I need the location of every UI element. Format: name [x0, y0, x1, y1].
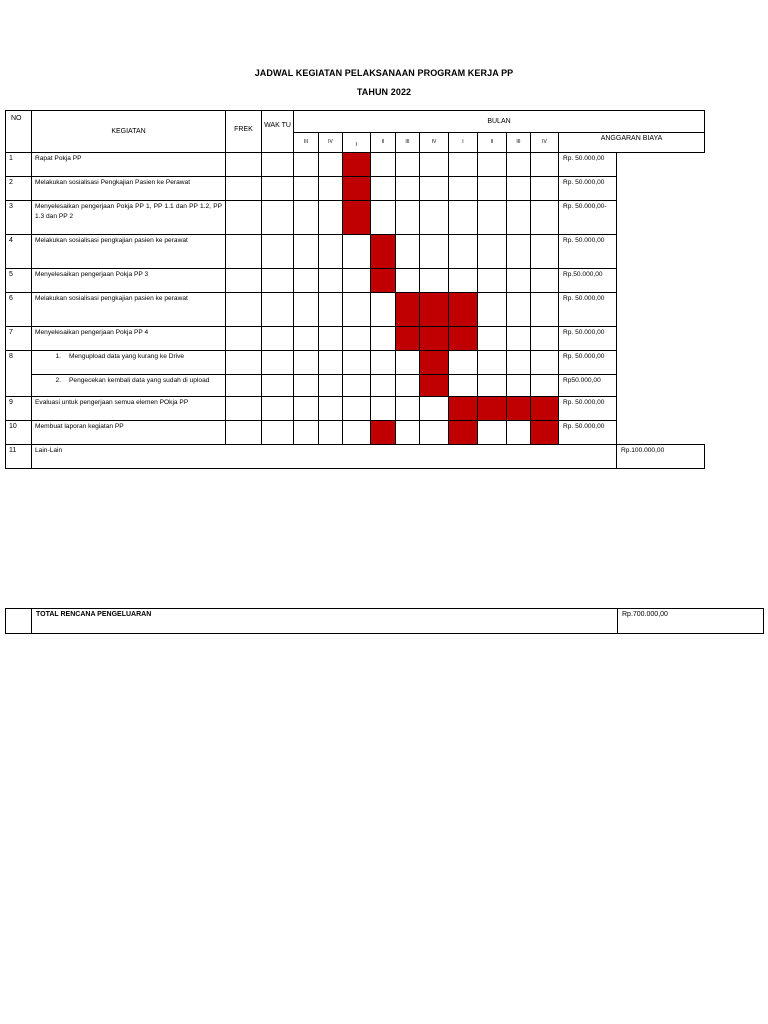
gantt-empty-cell — [371, 153, 396, 177]
gantt-empty-cell — [319, 177, 343, 201]
gantt-empty-cell — [343, 421, 371, 445]
gantt-empty-cell — [420, 177, 449, 201]
gantt-empty-cell — [449, 269, 478, 293]
gantt-empty-cell — [449, 351, 478, 375]
week-header: IV — [420, 133, 449, 153]
waktu-cell — [262, 235, 294, 269]
gantt-empty-cell — [343, 351, 371, 375]
gantt-empty-cell — [371, 177, 396, 201]
gantt-bar-cell — [449, 293, 478, 327]
gantt-empty-cell — [294, 327, 319, 351]
gantt-empty-cell — [531, 235, 559, 269]
gantt-empty-cell — [478, 351, 507, 375]
waktu-cell — [262, 269, 294, 293]
gantt-empty-cell — [343, 375, 371, 397]
row-number: 6 — [6, 293, 32, 327]
gantt-bar-cell — [420, 327, 449, 351]
budget-cell: Rp. 50.000,00 — [559, 177, 617, 201]
table-row — [6, 445, 705, 469]
gantt-empty-cell — [531, 153, 559, 177]
gantt-empty-cell — [478, 235, 507, 269]
header-frek: FREK — [226, 111, 262, 153]
gantt-empty-cell — [507, 153, 531, 177]
table-row — [6, 269, 705, 293]
waktu-cell — [262, 153, 294, 177]
budget-cell: Rp. 50.000,00 — [559, 153, 617, 177]
activity-cell: Menyelesaikan pengerjaan Pokja PP 3 — [32, 269, 226, 293]
sub-item-number: 2. — [55, 377, 61, 384]
budget-cell: Rp. 50.000,00 — [559, 235, 617, 269]
gantt-empty-cell — [531, 177, 559, 201]
total-no-cell — [6, 609, 32, 634]
total-label: TOTAL RENCANA PENGELUARAN — [32, 609, 618, 634]
gantt-empty-cell — [319, 153, 343, 177]
gantt-empty-cell — [420, 201, 449, 235]
gantt-empty-cell — [371, 375, 396, 397]
activity-cell: Melakukan sosialisasi pengkajian pasien ke perawat — [32, 293, 226, 327]
table-row — [6, 421, 705, 445]
gantt-empty-cell — [478, 177, 507, 201]
waktu-cell — [262, 351, 294, 375]
week-header: IV — [319, 133, 343, 153]
row-number: 3 — [6, 201, 32, 235]
week-header: II — [371, 133, 396, 153]
week-header: I — [343, 133, 371, 153]
activity-cell: Menyelesaikan pengerjaan Pokja PP 4 — [32, 327, 226, 351]
gantt-empty-cell — [531, 201, 559, 235]
gantt-empty-cell — [420, 397, 449, 421]
row-number: 1 — [6, 153, 32, 177]
header-anggaran: ANGGARAN BIAYA — [559, 133, 705, 153]
activity-cell: Menyelesaikan pengerjaan Pokja PP 1, PP 1.1 dan PP 1.2, PP 1.3 dan PP 2 — [32, 201, 226, 235]
table-row — [6, 153, 705, 177]
gantt-bar-cell — [396, 327, 420, 351]
frek-cell — [226, 269, 262, 293]
gantt-empty-cell — [531, 375, 559, 397]
blank-cell — [617, 269, 705, 293]
gantt-empty-cell — [396, 235, 420, 269]
blank-cell — [617, 421, 705, 445]
gantt-empty-cell — [371, 201, 396, 235]
gantt-bar-cell — [531, 397, 559, 421]
gantt-empty-cell — [420, 235, 449, 269]
gantt-empty-cell — [531, 269, 559, 293]
row-number: 4 — [6, 235, 32, 269]
gantt-bar-cell — [396, 293, 420, 327]
activity-text: Mengupload data yang kurang ke Drive — [69, 353, 185, 360]
gantt-empty-cell — [531, 293, 559, 327]
gantt-empty-cell — [507, 293, 531, 327]
gantt-bar-cell — [343, 153, 371, 177]
gantt-empty-cell — [507, 351, 531, 375]
waktu-cell — [262, 177, 294, 201]
gantt-bar-cell — [343, 201, 371, 235]
gantt-empty-cell — [396, 153, 420, 177]
gantt-empty-cell — [531, 327, 559, 351]
blank-cell — [617, 201, 705, 235]
gantt-empty-cell — [507, 201, 531, 235]
waktu-cell — [262, 293, 294, 327]
week-header: III — [507, 133, 531, 153]
header-bulan: BULAN — [294, 111, 705, 133]
gantt-empty-cell — [294, 269, 319, 293]
frek-cell — [226, 293, 262, 327]
gantt-bar-cell — [371, 235, 396, 269]
budget-cell: Rp.100.000,00 — [617, 445, 705, 469]
gantt-empty-cell — [371, 397, 396, 421]
gantt-empty-cell — [507, 235, 531, 269]
activity-cell: Evaluasi untuk pengerjaan semua elemen POkja PP — [32, 397, 226, 421]
budget-cell: Rp. 50.000,00 — [559, 327, 617, 351]
waktu-cell — [262, 201, 294, 235]
gantt-empty-cell — [294, 375, 319, 397]
row-number: 5 — [6, 269, 32, 293]
gantt-empty-cell — [319, 327, 343, 351]
table-row — [6, 201, 705, 235]
frek-cell — [226, 201, 262, 235]
gantt-bar-cell — [449, 327, 478, 351]
row-number: 9 — [6, 397, 32, 421]
activity-cell — [32, 375, 226, 397]
waktu-cell — [262, 327, 294, 351]
week-header: III — [396, 133, 420, 153]
gantt-empty-cell — [478, 153, 507, 177]
gantt-empty-cell — [449, 375, 478, 397]
activity-cell: Rapat Pokja PP — [32, 153, 226, 177]
frek-cell — [226, 421, 262, 445]
budget-cell: Rp. 50.000,00 — [559, 421, 617, 445]
gantt-empty-cell — [396, 397, 420, 421]
table-row — [6, 351, 705, 375]
gantt-empty-cell — [319, 351, 343, 375]
gantt-empty-cell — [319, 201, 343, 235]
blank-cell — [617, 293, 705, 327]
activity-cell: Lain-Lain — [32, 445, 617, 469]
budget-cell: Rp. 50.000,00 — [559, 351, 617, 375]
gantt-empty-cell — [396, 421, 420, 445]
row-number: 10 — [6, 421, 32, 445]
frek-cell — [226, 327, 262, 351]
gantt-empty-cell — [420, 153, 449, 177]
gantt-empty-cell — [507, 327, 531, 351]
gantt-empty-cell — [371, 351, 396, 375]
gantt-empty-cell — [478, 201, 507, 235]
gantt-empty-cell — [371, 327, 396, 351]
gantt-empty-cell — [449, 235, 478, 269]
week-header: II — [478, 133, 507, 153]
schedule-table — [5, 110, 705, 469]
gantt-empty-cell — [343, 269, 371, 293]
gantt-empty-cell — [507, 421, 531, 445]
gantt-empty-cell — [396, 269, 420, 293]
gantt-empty-cell — [371, 293, 396, 327]
document-title: JADWAL KEGIATAN PELAKSANAAN PROGRAM KERJA PP — [254, 68, 514, 78]
table-row — [6, 293, 705, 327]
budget-cell: Rp. 50.000,00 — [559, 397, 617, 421]
gantt-empty-cell — [396, 177, 420, 201]
total-amount: Rp.700.000,00 — [618, 609, 764, 634]
gantt-empty-cell — [478, 421, 507, 445]
frek-cell — [226, 177, 262, 201]
gantt-empty-cell — [507, 177, 531, 201]
gantt-empty-cell — [294, 293, 319, 327]
gantt-empty-cell — [420, 269, 449, 293]
week-header: III — [294, 133, 319, 153]
gantt-empty-cell — [478, 269, 507, 293]
gantt-empty-cell — [294, 421, 319, 445]
gantt-empty-cell — [319, 235, 343, 269]
activity-cell: Melakukan sosialisasi pengkajian pasien ke perawat — [32, 235, 226, 269]
gantt-empty-cell — [449, 177, 478, 201]
gantt-bar-cell — [449, 397, 478, 421]
gantt-bar-cell — [478, 397, 507, 421]
table-row — [6, 397, 705, 421]
header-kegiatan: KEGIATAN — [32, 111, 226, 153]
gantt-empty-cell — [420, 421, 449, 445]
frek-cell — [226, 375, 262, 397]
gantt-empty-cell — [294, 201, 319, 235]
blank-cell — [617, 375, 705, 397]
gantt-empty-cell — [343, 235, 371, 269]
gantt-empty-cell — [507, 375, 531, 397]
table-row — [6, 375, 705, 397]
gantt-empty-cell — [294, 351, 319, 375]
row-number: 2 — [6, 177, 32, 201]
gantt-empty-cell — [294, 397, 319, 421]
budget-cell: Rp.50.000,00 — [559, 269, 617, 293]
gantt-empty-cell — [319, 397, 343, 421]
blank-cell — [617, 327, 705, 351]
activity-cell: Melakukan sosialisasi Pengkajian Pasien ke Perawat — [32, 177, 226, 201]
budget-cell: Rp. 50.000,00 — [559, 293, 617, 327]
gantt-empty-cell — [531, 351, 559, 375]
week-header: I — [449, 133, 478, 153]
activity-cell — [32, 351, 226, 375]
gantt-bar-cell — [343, 177, 371, 201]
blank-cell — [617, 177, 705, 201]
table-row — [6, 235, 705, 269]
waktu-cell — [262, 397, 294, 421]
gantt-empty-cell — [319, 375, 343, 397]
row-number: 7 — [6, 327, 32, 351]
gantt-bar-cell — [371, 421, 396, 445]
gantt-empty-cell — [319, 269, 343, 293]
gantt-empty-cell — [396, 201, 420, 235]
table-row — [6, 177, 705, 201]
row-number: 11 — [6, 445, 32, 469]
activity-text: Pengecekan kembali data yang sudah di upload — [69, 377, 210, 384]
activity-cell: Membuat laporan kegiatan PP — [32, 421, 226, 445]
gantt-bar-cell — [420, 375, 449, 397]
gantt-bar-cell — [371, 269, 396, 293]
blank-cell — [617, 235, 705, 269]
waktu-cell — [262, 421, 294, 445]
gantt-bar-cell — [420, 351, 449, 375]
frek-cell — [226, 397, 262, 421]
gantt-empty-cell — [343, 397, 371, 421]
blank-cell — [617, 153, 705, 177]
frek-cell — [226, 153, 262, 177]
gantt-empty-cell — [449, 153, 478, 177]
gantt-empty-cell — [343, 327, 371, 351]
gantt-bar-cell — [449, 421, 478, 445]
gantt-empty-cell — [478, 327, 507, 351]
gantt-bar-cell — [507, 397, 531, 421]
blank-cell — [617, 351, 705, 375]
gantt-empty-cell — [294, 153, 319, 177]
blank-cell — [617, 397, 705, 421]
gantt-empty-cell — [507, 269, 531, 293]
gantt-empty-cell — [294, 177, 319, 201]
sub-item-number: 1. — [55, 353, 61, 360]
gantt-empty-cell — [319, 293, 343, 327]
budget-cell: Rp50.000,00 — [559, 375, 617, 397]
document-year: TAHUN 2022 — [356, 87, 412, 97]
header-waktu: WAK TU — [262, 111, 294, 153]
gantt-empty-cell — [343, 293, 371, 327]
budget-cell: Rp. 50.000,00- — [559, 201, 617, 235]
total-table — [5, 608, 764, 634]
gantt-empty-cell — [478, 375, 507, 397]
gantt-empty-cell — [449, 201, 478, 235]
header-no: NO — [6, 111, 32, 153]
frek-cell — [226, 235, 262, 269]
row-number: 8 — [6, 351, 32, 397]
gantt-bar-cell — [531, 421, 559, 445]
gantt-bar-cell — [420, 293, 449, 327]
table-row — [6, 327, 705, 351]
week-header: IV — [531, 133, 559, 153]
gantt-empty-cell — [396, 375, 420, 397]
gantt-empty-cell — [396, 351, 420, 375]
gantt-empty-cell — [294, 235, 319, 269]
gantt-empty-cell — [319, 421, 343, 445]
waktu-cell — [262, 375, 294, 397]
gantt-empty-cell — [478, 293, 507, 327]
frek-cell — [226, 351, 262, 375]
